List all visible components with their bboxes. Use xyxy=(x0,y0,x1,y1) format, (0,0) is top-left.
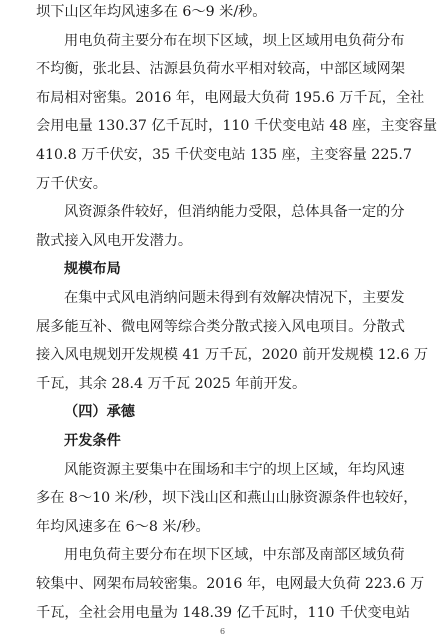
text-line-20: 用电负荷主要分布在坝下区域，中东部及南部区域负荷 xyxy=(64,547,405,564)
text-line-9: 散式接入风电开发潜力。 xyxy=(36,232,193,249)
text-line-6: 410.8 万千伏安，35 千伏变电站 135 座，主变容量 225.7 xyxy=(36,147,412,163)
text-line-17: 风能资源主要集中在围场和丰宁的坝上区域，年均风速 xyxy=(64,461,405,478)
text-line-21: 较集中、网架布局较密集。2016 年，电网最大负荷 223.6 万 xyxy=(36,576,425,592)
text-line-1: 坝下山区年均风速多在 6～9 米/秒。 xyxy=(36,4,267,20)
text-line-2: 用电负荷主要分布在坝下区域，坝上区域用电负荷分布 xyxy=(64,32,405,49)
text-line-11: 在集中式风电消纳问题未得到有效解决情况下，主要发 xyxy=(64,290,405,306)
section-heading-scale-layout: 规模布局 xyxy=(64,261,121,278)
text-line-4: 布局相对密集。2016 年，电网最大负荷 195.6 万千瓦，全社 xyxy=(36,89,425,106)
section-heading-development-conditions: 开发条件 xyxy=(64,433,121,449)
text-line-19: 年均风速多在 6～8 米/秒。 xyxy=(36,518,210,535)
text-line-14: 千瓦，其余 28.4 万千瓦 2025 年前开发。 xyxy=(36,375,307,392)
text-line-8: 风资源条件较好，但消纳能力受限，总体具备一定的分 xyxy=(64,204,405,221)
text-line-12: 展多能互补、微电网等综合类分散式接入风电项目。分散式 xyxy=(36,318,405,335)
section-heading-chengde: （四）承德 xyxy=(64,404,135,421)
text-line-5: 会用电量 130.37 亿千瓦时，110 千伏变电站 48 座，主变容量 xyxy=(36,118,438,135)
page-number: 6 xyxy=(219,627,226,636)
text-line-7: 万千伏安。 xyxy=(36,175,107,192)
text-line-13: 接入风电规划开发规模 41 万千瓦，2020 前开发规模 12.6 万 xyxy=(36,347,429,364)
text-line-22: 千瓦，全社会用电量为 148.39 亿千瓦时，110 千伏变电站 xyxy=(36,604,411,621)
text-line-3: 不均衡，张北县、沽源县负荷水平相对较高，中部区域网架 xyxy=(36,61,405,78)
text-line-18: 多在 8～10 米/秒，坝下浅山区和燕山山脉资源条件也较好， xyxy=(36,490,418,507)
